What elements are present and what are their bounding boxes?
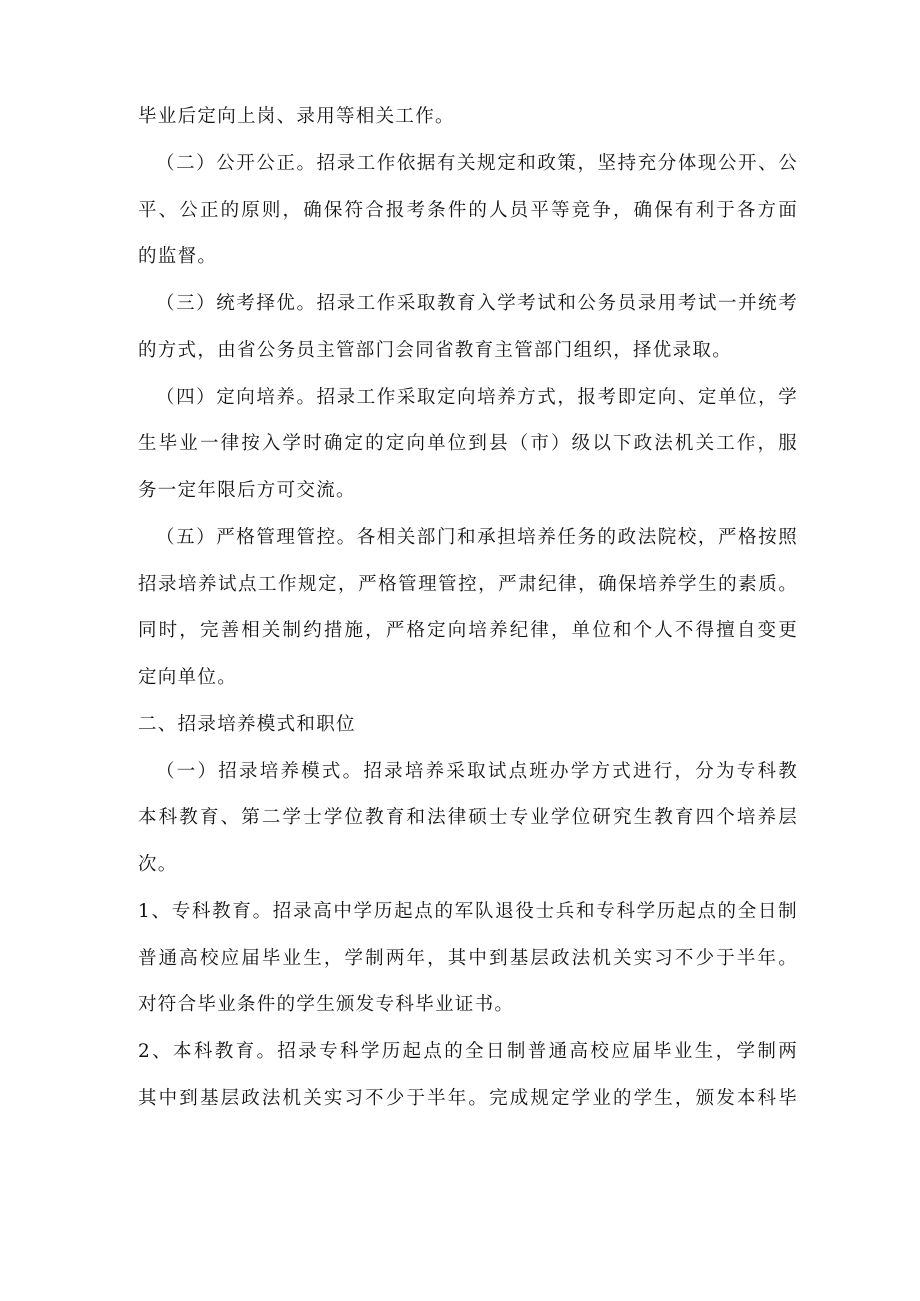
text-line: 次。	[138, 854, 178, 875]
text-line: 生毕业一律按入学时确定的定向单位到县（市）级以下政法机关工作，服	[138, 433, 798, 455]
text-line: 定向单位。	[138, 667, 238, 688]
text-line: 平、公正的原则，确保符合报考条件的人员平等竞争，确保有利于各方面	[138, 199, 798, 221]
text-line: 同时，完善相关制约措施，严格定向培养纪律，单位和个人不得擅自变更	[138, 620, 798, 642]
text-line: 本科教育、第二学士学位教育和法律硕士专业学位研究生教育四个培养层	[138, 807, 798, 829]
text-line-subsection-1: （一）招录培养模式。招录培养采取试点班办学方式进行，分为专科教	[156, 760, 798, 782]
text-line: 招录培养试点工作规定，严格管理管控，严肃纪律，确保培养学生的素质。	[138, 573, 798, 595]
text-line: 的监督。	[138, 246, 218, 268]
text-line: 的方式，由省公务员主管部门会同省教育主管部门组织，择优录取。	[138, 339, 733, 361]
text-line-item-2: （二）公开公正。招录工作依据有关规定和政策，坚持充分体现公开、公	[156, 152, 798, 174]
section-heading: 二、招录培养模式和职位	[138, 713, 356, 735]
text-line-item-4: （四）定向培养。招录工作采取定向培养方式，报考即定向、定单位，学	[156, 386, 798, 408]
text-line-item-5: （五）严格管理管控。各相关部门和承担培养任务的政法院校，严格按照	[156, 526, 798, 548]
document-body	[138, 94, 798, 1123]
text-line: 普通高校应届毕业生，学制两年，其中到基层政法机关实习不少于半年。	[138, 947, 798, 969]
text-line: 对符合毕业条件的学生颁发专科毕业证书。	[138, 994, 515, 1016]
text-line: 务一定年限后方可交流。	[138, 480, 356, 501]
text-line-item-3: （三）统考择优。招录工作采取教育入学考试和公务员录用考试一并统考	[156, 293, 798, 314]
text-line-continuation: 毕业后定向上岗、录用等相关工作。	[138, 106, 455, 127]
text-line-numbered-1: 1、专科教育。招录高中学历起点的军队退役士兵和专科学历起点的全日制	[138, 900, 798, 922]
text-line: 其中到基层政法机关实习不少于半年。完成规定学业的学生，颁发本科毕	[138, 1087, 798, 1109]
text-line-numbered-2: 2、本科教育。招录专科学历起点的全日制普通高校应届毕业生，学制两	[138, 1041, 798, 1062]
